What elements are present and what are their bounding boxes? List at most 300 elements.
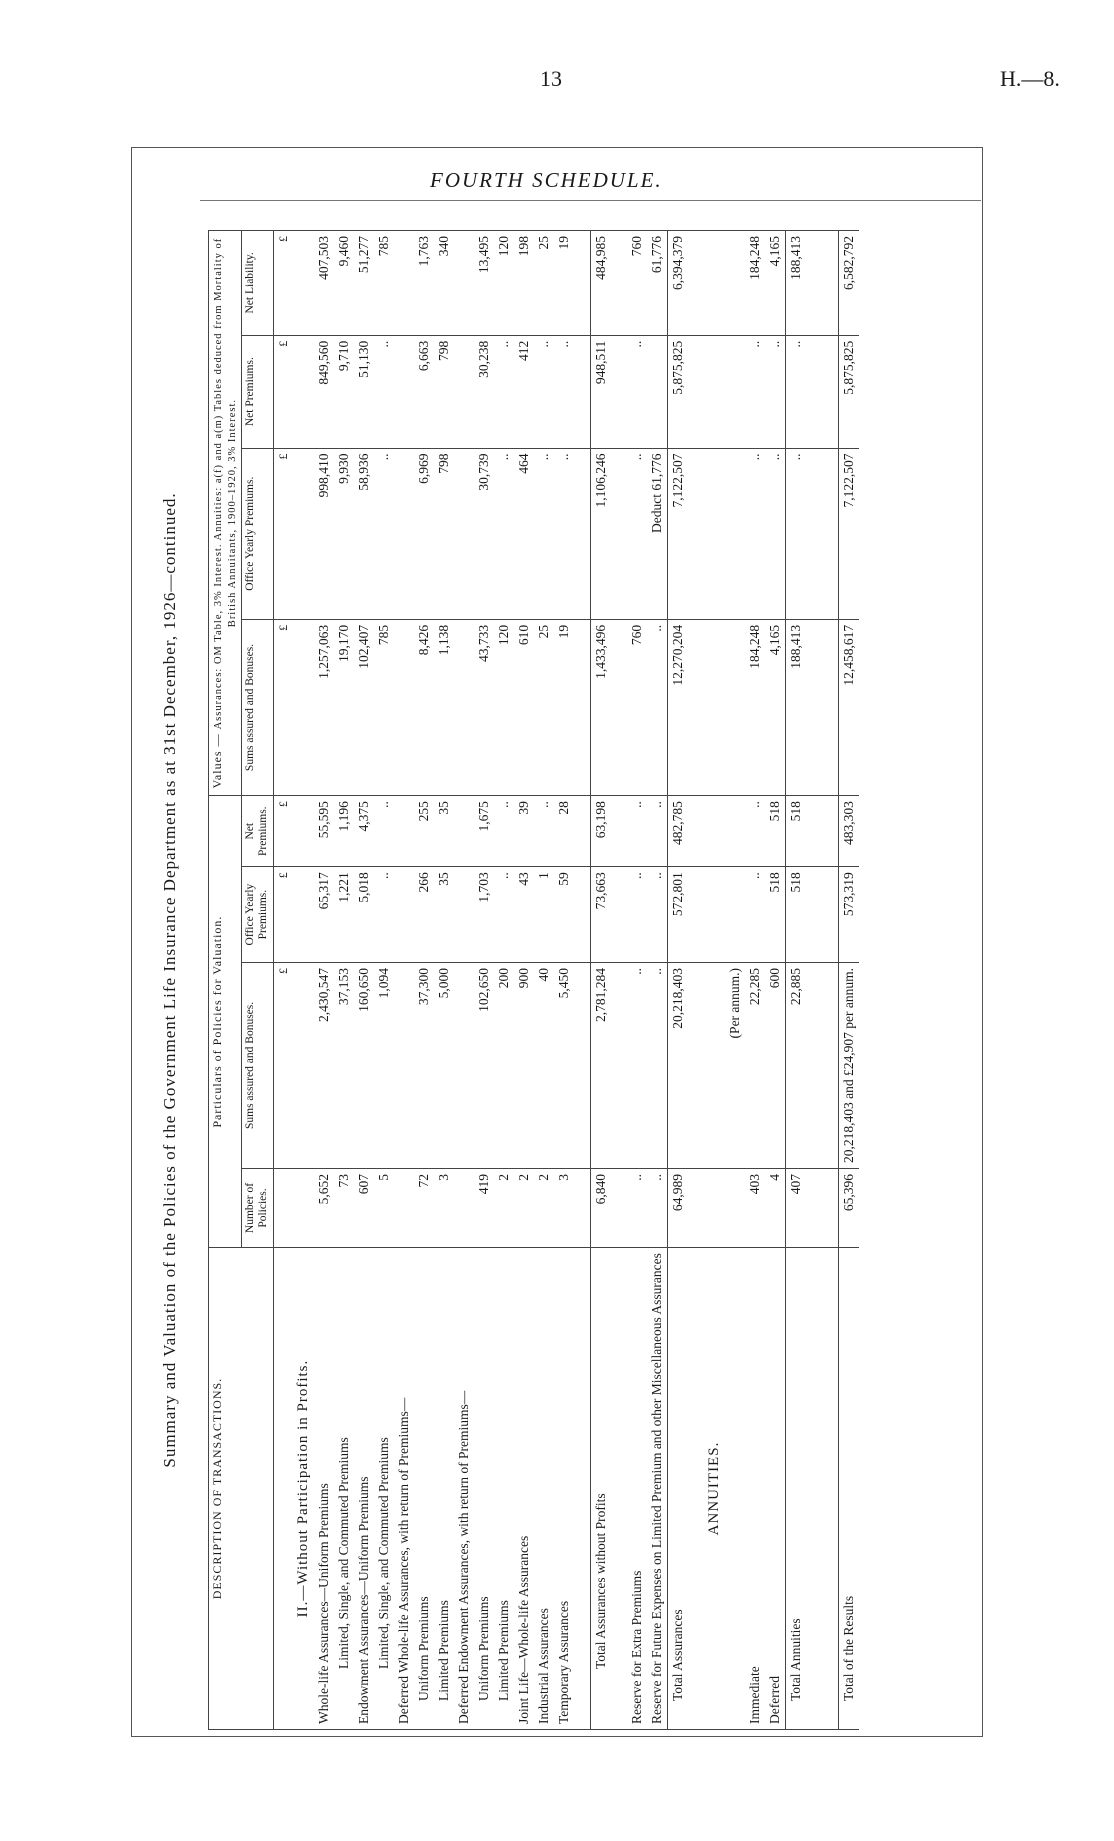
unit-cell: £ xyxy=(273,619,293,795)
table-cell: .. xyxy=(494,335,514,448)
table-cell: 9,460 xyxy=(334,231,354,336)
table-cell: 198 xyxy=(514,231,534,336)
unit-cell: £ xyxy=(273,231,293,336)
table-cell: 55,595 xyxy=(314,796,334,867)
annuity-row xyxy=(745,231,765,1730)
row-description: Deferred Endowment Assurances, with return of Premiums— xyxy=(454,1248,474,1730)
table-cell: 407 xyxy=(785,1168,806,1247)
total-row-without-profits xyxy=(590,231,611,1730)
table-cell: 22,885 xyxy=(785,962,806,1168)
table-row xyxy=(334,231,354,1730)
row-description: Total Assurances without Profits xyxy=(590,1248,611,1730)
table-cell xyxy=(725,867,745,963)
table-cell: 51,130 xyxy=(354,335,374,448)
table-cell: .. xyxy=(765,448,786,619)
table-cell: 518 xyxy=(785,796,806,867)
unit-cell: £ xyxy=(273,448,293,619)
table-cell xyxy=(806,231,822,336)
table-cell: .. xyxy=(374,448,394,619)
column-header: Net Premiums. xyxy=(242,796,273,867)
table-cell xyxy=(688,1168,704,1247)
table-row xyxy=(454,231,474,1730)
table-cell: 600 xyxy=(765,962,786,1168)
table-cell: .. xyxy=(627,1168,647,1247)
table-cell xyxy=(611,962,627,1168)
table-cell: 2 xyxy=(534,1168,554,1247)
table-cell xyxy=(454,448,474,619)
table-cell: .. xyxy=(494,796,514,867)
table-cell: .. xyxy=(627,335,647,448)
table-cell: .. xyxy=(534,335,554,448)
table-cell: 5,875,825 xyxy=(667,335,688,448)
row-description: Reserve for Future Expenses on Limited Premium and other Miscellaneous Assurances xyxy=(647,1248,668,1730)
table-cell: 5,652 xyxy=(314,1168,334,1247)
table-cell xyxy=(806,796,822,867)
table-cell: 1,138 xyxy=(434,619,454,795)
table-cell: .. xyxy=(554,448,574,619)
table-cell: 900 xyxy=(514,962,534,1168)
page-number: 13 xyxy=(540,66,562,91)
table-cell: 43 xyxy=(514,867,534,963)
valuation-table xyxy=(208,230,859,1730)
row-description: Reserve for Extra Premiums xyxy=(627,1248,647,1730)
table-cell: 64,989 xyxy=(667,1168,688,1247)
row-description: Industrial Assurances xyxy=(534,1248,554,1730)
table-cell: 1 xyxy=(534,867,554,963)
table-cell: 419 xyxy=(474,1168,494,1247)
unit-cell xyxy=(273,1168,293,1247)
table-cell: 5,450 xyxy=(554,962,574,1168)
table-cell xyxy=(725,619,745,795)
table-cell: 2 xyxy=(494,1168,514,1247)
table-cell: 464 xyxy=(514,448,534,619)
table-cell: .. xyxy=(647,867,668,963)
table-cell xyxy=(454,1168,474,1247)
table-cell: 572,801 xyxy=(667,867,688,963)
table-cell: 6,969 xyxy=(414,448,434,619)
table-cell xyxy=(574,962,591,1168)
table-cell: 1,703 xyxy=(474,867,494,963)
row-description: Temporary Assurances xyxy=(554,1248,574,1730)
table-row xyxy=(374,231,394,1730)
document-code: H.—8. xyxy=(1000,66,1060,91)
table-cell xyxy=(454,619,474,795)
table-cell xyxy=(822,867,839,963)
table-cell: .. xyxy=(785,448,806,619)
table-cell xyxy=(574,867,591,963)
table-cell: 73 xyxy=(334,1168,354,1247)
unit-cell: £ xyxy=(273,962,293,1168)
table-cell: 4,165 xyxy=(765,231,786,336)
per-annum-row xyxy=(725,231,745,1730)
table-cell xyxy=(688,796,704,867)
table-cell: 59 xyxy=(554,867,574,963)
unit-cell xyxy=(273,1248,293,1730)
table-cell: 3 xyxy=(434,1168,454,1247)
table-cell xyxy=(725,448,745,619)
unit-cell: £ xyxy=(273,335,293,448)
spacer-row xyxy=(574,231,591,1730)
table-cell xyxy=(704,796,725,867)
table-cell xyxy=(574,796,591,867)
table-cell: 1,257,063 xyxy=(314,619,334,795)
table-cell xyxy=(394,335,414,448)
table-cell xyxy=(822,1248,839,1730)
table-cell: 948,511 xyxy=(590,335,611,448)
table-cell xyxy=(806,448,822,619)
table-cell: .. xyxy=(745,448,765,619)
table-cell xyxy=(704,619,725,795)
values-header: Values — Assurances: OM Table, 3% Interest. Annuities: a(f) and a(m) Tables deduced from Mortality of British Annuitants, 1900–1920, 3% Interest. xyxy=(209,231,242,796)
table-cell: 7,122,507 xyxy=(838,448,859,619)
table-cell: 12,270,204 xyxy=(667,619,688,795)
table-cell: 5 xyxy=(374,1168,394,1247)
column-header: Office Yearly Premiums. xyxy=(242,867,273,963)
unit-row xyxy=(273,231,293,1730)
per-annum-note: (Per annum.) xyxy=(725,962,745,1168)
table-cell xyxy=(822,796,839,867)
unit-cell: £ xyxy=(273,796,293,867)
row-description: Uniform Premiums xyxy=(474,1248,494,1730)
table-cell: 610 xyxy=(514,619,534,795)
table-cell xyxy=(293,962,314,1168)
table-cell xyxy=(725,1248,745,1730)
table-cell: 8,426 xyxy=(414,619,434,795)
table-cell: .. xyxy=(765,335,786,448)
table-cell xyxy=(822,448,839,619)
table-cell: 760 xyxy=(627,231,647,336)
table-cell: .. xyxy=(494,867,514,963)
table-cell: 5,000 xyxy=(434,962,454,1168)
table-row xyxy=(434,231,454,1730)
table-cell: 160,650 xyxy=(354,962,374,1168)
table-cell: .. xyxy=(647,796,668,867)
table-cell xyxy=(293,448,314,619)
table-cell: 30,739 xyxy=(474,448,494,619)
table-cell: 4,375 xyxy=(354,796,374,867)
total-annuities-row xyxy=(785,231,806,1730)
table-cell: 518 xyxy=(765,867,786,963)
table-row xyxy=(534,231,554,1730)
table-cell xyxy=(806,335,822,448)
table-cell xyxy=(806,1168,822,1247)
table-cell: 1,106,246 xyxy=(590,448,611,619)
table-cell: 407,503 xyxy=(314,231,334,336)
table-cell: 19,170 xyxy=(334,619,354,795)
table-cell xyxy=(454,231,474,336)
table-cell: 9,930 xyxy=(334,448,354,619)
table-cell: 30,238 xyxy=(474,335,494,448)
table-cell: .. xyxy=(534,796,554,867)
table-cell: 12,458,617 xyxy=(838,619,859,795)
table-cell: .. xyxy=(627,867,647,963)
table-cell xyxy=(822,619,839,795)
table-cell: 20,218,403 and £24,907 per annum. xyxy=(838,962,859,1168)
row-description: Limited, Single, and Commuted Premiums xyxy=(374,1248,394,1730)
table-cell xyxy=(806,867,822,963)
table-cell: Deduct 61,776 xyxy=(647,448,668,619)
table-cell xyxy=(688,619,704,795)
table-cell: 6,394,379 xyxy=(667,231,688,336)
table-cell xyxy=(394,1168,414,1247)
table-cell: 19 xyxy=(554,231,574,336)
description-header: DESCRIPTION OF TRANSACTIONS. xyxy=(209,1248,274,1730)
table-row xyxy=(554,231,574,1730)
table-row xyxy=(494,231,514,1730)
table-cell: 3 xyxy=(554,1168,574,1247)
values-label: Values xyxy=(210,750,224,789)
table-cell xyxy=(704,231,725,336)
table-cell xyxy=(394,619,414,795)
table-cell xyxy=(574,231,591,336)
table-cell: 760 xyxy=(627,619,647,795)
table-cell: 63,198 xyxy=(590,796,611,867)
table-cell xyxy=(611,231,627,336)
total-assurances-row xyxy=(667,231,688,1730)
column-header: Sums assured and Bonuses. xyxy=(242,962,273,1168)
divider xyxy=(200,200,981,201)
table-cell xyxy=(806,962,822,1168)
table-cell xyxy=(822,962,839,1168)
table-cell xyxy=(611,1248,627,1730)
table-cell xyxy=(725,796,745,867)
table-cell xyxy=(611,796,627,867)
table-cell: 65,317 xyxy=(314,867,334,963)
row-description: Uniform Premiums xyxy=(414,1248,434,1730)
table-cell: 6,663 xyxy=(414,335,434,448)
table-cell xyxy=(611,1168,627,1247)
table-cell: 1,675 xyxy=(474,796,494,867)
table-cell xyxy=(454,867,474,963)
table-cell xyxy=(704,1168,725,1247)
table-cell xyxy=(647,335,668,448)
table-cell xyxy=(293,1168,314,1247)
table-cell: 120 xyxy=(494,619,514,795)
table-cell: 184,248 xyxy=(745,619,765,795)
table-cell xyxy=(806,1248,822,1730)
column-header: Sums assured and Bonuses. xyxy=(242,619,273,795)
valuation-table-rotated xyxy=(160,230,970,1730)
table-cell xyxy=(293,619,314,795)
table-cell: .. xyxy=(745,335,765,448)
table-cell: 9,710 xyxy=(334,335,354,448)
section-heading-row xyxy=(293,231,314,1730)
table-cell: 255 xyxy=(414,796,434,867)
table-cell xyxy=(688,231,704,336)
table-cell: 2,430,547 xyxy=(314,962,334,1168)
reserve-row xyxy=(647,231,668,1730)
table-cell: .. xyxy=(534,448,554,619)
table-cell: 6,582,792 xyxy=(838,231,859,336)
table-cell: 22,285 xyxy=(745,962,765,1168)
table-cell: 25 xyxy=(534,231,554,336)
table-cell: .. xyxy=(554,335,574,448)
table-cell: 484,985 xyxy=(590,231,611,336)
row-description: Total Annuities xyxy=(785,1248,806,1730)
row-description: Endowment Assurances—Uniform Premiums xyxy=(354,1248,374,1730)
table-cell: 43,733 xyxy=(474,619,494,795)
row-description: Immediate xyxy=(745,1248,765,1730)
table-cell: 1,196 xyxy=(334,796,354,867)
table-cell: 20,218,403 xyxy=(667,962,688,1168)
table-cell: 184,248 xyxy=(745,231,765,336)
row-description: Limited Premiums xyxy=(494,1248,514,1730)
table-row xyxy=(474,231,494,1730)
table-cell: .. xyxy=(647,962,668,1168)
table-cell: 518 xyxy=(785,867,806,963)
table-cell: 1,094 xyxy=(374,962,394,1168)
spacer-row xyxy=(611,231,627,1730)
table-cell xyxy=(394,448,414,619)
table-cell xyxy=(574,1168,591,1247)
table-cell: 6,840 xyxy=(590,1168,611,1247)
table-cell xyxy=(574,619,591,795)
row-description: Deferred Whole-life Assurances, with return of Premiums— xyxy=(394,1248,414,1730)
spacer-row xyxy=(822,231,839,1730)
table-cell xyxy=(574,1248,591,1730)
table-cell xyxy=(725,1168,745,1247)
table-cell: 5,018 xyxy=(354,867,374,963)
table-cell: .. xyxy=(374,796,394,867)
table-cell: 1,433,496 xyxy=(590,619,611,795)
table-cell xyxy=(574,448,591,619)
table-cell xyxy=(688,448,704,619)
table-cell: 188,413 xyxy=(785,231,806,336)
table-title: Summary and Valuation of the Policies of the Government Life Insurance Department as at 31st December, 1926—continued. xyxy=(160,492,179,1468)
table-cell: 28 xyxy=(554,796,574,867)
particulars-header: Particulars of Policies for Valuation. xyxy=(209,796,242,1248)
table-cell: 7,122,507 xyxy=(667,448,688,619)
table-cell: 65,396 xyxy=(838,1168,859,1247)
table-cell xyxy=(704,867,725,963)
table-cell: .. xyxy=(745,796,765,867)
values-note: Assurances: OM Table, 3% Interest. Annuities: a(f) and a(m) Tables deduced from Mortality of British Annuitants, 1900–1920, 3% Interest. xyxy=(213,237,239,730)
table-cell xyxy=(611,448,627,619)
table-cell: 72 xyxy=(414,1168,434,1247)
table-cell: 35 xyxy=(434,867,454,963)
table-cell: 483,303 xyxy=(838,796,859,867)
table-body xyxy=(293,231,859,1730)
table-cell: .. xyxy=(785,335,806,448)
table-cell: 102,650 xyxy=(474,962,494,1168)
table-row xyxy=(394,231,414,1730)
table-cell: 998,410 xyxy=(314,448,334,619)
table-cell xyxy=(688,1248,704,1730)
table-cell: .. xyxy=(745,867,765,963)
row-description: Joint Life—Whole-life Assurances xyxy=(514,1248,534,1730)
table-cell: .. xyxy=(647,619,668,795)
unit-cell: £ xyxy=(273,867,293,963)
table-cell xyxy=(293,796,314,867)
schedule-heading: FOURTH SCHEDULE. xyxy=(430,168,663,192)
column-header: Net Liability. xyxy=(242,231,273,336)
table-row xyxy=(414,231,434,1730)
row-description: Total of the Results xyxy=(838,1248,859,1730)
table-cell: 573,319 xyxy=(838,867,859,963)
table-cell xyxy=(293,231,314,336)
table-cell xyxy=(806,619,822,795)
table-cell xyxy=(611,867,627,963)
table-cell xyxy=(688,867,704,963)
table-cell: .. xyxy=(374,867,394,963)
table-cell xyxy=(611,335,627,448)
table-row xyxy=(514,231,534,1730)
table-cell: 4,165 xyxy=(765,619,786,795)
table-cell xyxy=(704,448,725,619)
table-cell: 25 xyxy=(534,619,554,795)
table-cell xyxy=(394,867,414,963)
row-description: Deferred xyxy=(765,1248,786,1730)
row-description: Whole-life Assurances—Uniform Premiums xyxy=(314,1248,334,1730)
table-cell xyxy=(454,962,474,1168)
table-cell: 482,785 xyxy=(667,796,688,867)
annuities-heading-row xyxy=(704,231,725,1730)
table-cell: 19 xyxy=(554,619,574,795)
table-cell: 188,413 xyxy=(785,619,806,795)
section-heading: II.—Without Participation in Profits. xyxy=(293,1248,314,1730)
table-row xyxy=(354,231,374,1730)
column-header: Office Yearly Premiums. xyxy=(242,448,273,619)
table-row xyxy=(314,231,334,1730)
section-heading: ANNUITIES. xyxy=(704,1248,725,1730)
table-cell xyxy=(574,335,591,448)
spacer-row xyxy=(806,231,822,1730)
table-cell: .. xyxy=(494,448,514,619)
table-cell: 73,663 xyxy=(590,867,611,963)
table-cell: 798 xyxy=(434,335,454,448)
table-cell xyxy=(394,962,414,1168)
table-cell: .. xyxy=(374,335,394,448)
table-cell xyxy=(822,1168,839,1247)
total-results-row xyxy=(838,231,859,1730)
table-cell: 518 xyxy=(765,796,786,867)
table-cell xyxy=(725,231,745,336)
table-cell: 607 xyxy=(354,1168,374,1247)
table-cell: 120 xyxy=(494,231,514,336)
table-cell: 51,277 xyxy=(354,231,374,336)
table-cell: 849,560 xyxy=(314,335,334,448)
table-cell: 4 xyxy=(765,1168,786,1247)
table-cell xyxy=(822,335,839,448)
table-cell: 39 xyxy=(514,796,534,867)
table-cell: 340 xyxy=(434,231,454,336)
table-cell: 798 xyxy=(434,448,454,619)
table-cell xyxy=(454,335,474,448)
table-cell xyxy=(688,335,704,448)
table-cell: 785 xyxy=(374,619,394,795)
table-cell xyxy=(394,231,414,336)
table-cell: 37,153 xyxy=(334,962,354,1168)
table-cell: 2 xyxy=(514,1168,534,1247)
table-cell: 35 xyxy=(434,796,454,867)
table-cell xyxy=(454,796,474,867)
table-cell xyxy=(394,796,414,867)
column-header: Number of Policies. xyxy=(242,1168,273,1247)
annuity-row xyxy=(765,231,786,1730)
table-cell xyxy=(704,335,725,448)
table-cell: .. xyxy=(627,962,647,1168)
table-cell xyxy=(611,619,627,795)
table-cell: 13,495 xyxy=(474,231,494,336)
row-description: Limited Premiums xyxy=(434,1248,454,1730)
table-cell xyxy=(704,962,725,1168)
table-cell: .. xyxy=(627,796,647,867)
table-cell: .. xyxy=(627,448,647,619)
table-cell: 102,407 xyxy=(354,619,374,795)
table-cell xyxy=(725,335,745,448)
row-description: Limited, Single, and Commuted Premiums xyxy=(334,1248,354,1730)
column-header: Net Premiums. xyxy=(242,335,273,448)
